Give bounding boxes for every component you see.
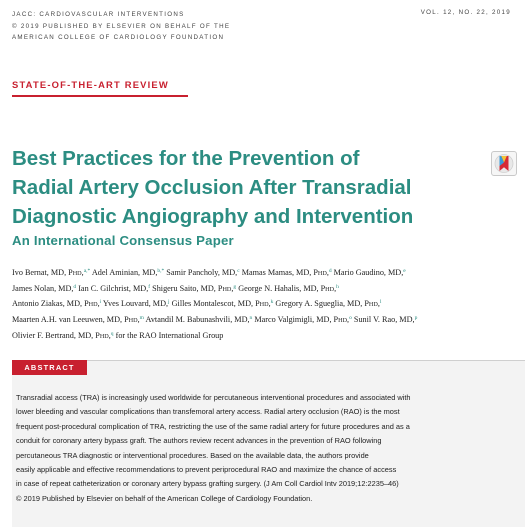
author-text: Sunil V. Rao, MD,	[351, 315, 415, 325]
author-line	[12, 313, 520, 329]
author-line	[12, 266, 520, 282]
author-text: Antonio Ziakas, MD, P	[12, 299, 89, 309]
author-text: ,	[347, 315, 350, 325]
author-text: Mamas Mamas, MD, P	[239, 268, 318, 277]
affiliation-marker[interactable]: l	[379, 299, 382, 306]
degree-small-caps: HD	[99, 332, 109, 340]
abstract-line: Transradial access (TRA) is increasingly used worldwide for percutaneous interventional procedures and associated with	[16, 393, 411, 402]
author-text: ,	[231, 283, 234, 293]
abstract-body	[16, 391, 521, 506]
author-text: Maarten A.H. van Leeuwen, MD, P	[12, 315, 129, 325]
degree-small-caps: HD	[317, 270, 327, 277]
author-text: Samir Pancholy, MD,	[164, 268, 238, 277]
author-text: Ivo Bernat, MD, P	[12, 268, 73, 277]
journal-header	[12, 9, 230, 44]
affiliation-marker[interactable]: n	[249, 315, 253, 322]
author-text: Ian C. Gilchrist, MD,	[76, 283, 149, 293]
check-for-updates-button[interactable]	[491, 151, 517, 176]
affiliation-marker[interactable]: j	[168, 299, 170, 306]
abstract-line: © 2019 Published by Elsevier on behalf of the American College of Cardiology Foundation.	[16, 493, 313, 503]
journal-name: JACC: CARDIOVASCULAR INTERVENTIONS	[12, 11, 185, 18]
degree-small-caps: HD	[325, 285, 335, 293]
affiliation-marker[interactable]: d	[328, 268, 332, 274]
author-text: Shigeru Saito, MD, P	[150, 283, 223, 293]
author-text: Mario Gaudino, MD,	[331, 268, 404, 277]
publisher-line-1: © 2019 PUBLISHED BY ELSEVIER ON BEHALF OF THE	[12, 22, 231, 30]
affiliation-marker[interactable]: a,*	[83, 268, 91, 274]
affiliation-marker[interactable]: e	[403, 268, 406, 274]
degree-small-caps: HD	[88, 301, 98, 309]
degree-small-caps: HD	[338, 317, 348, 325]
author-text: ,	[81, 268, 84, 277]
affiliation-marker[interactable]: q	[110, 330, 114, 337]
affiliation-marker[interactable]: b,*	[157, 268, 165, 274]
affiliation-marker[interactable]: p	[414, 315, 418, 322]
affiliation-marker[interactable]: f	[148, 283, 151, 290]
abstract-line: in case of repeat catheterization or coronary artery bypass grafting surgery. (J Am Coll Cardiol Intv 2019;12:2235–46)	[16, 479, 399, 489]
abstract-line: easily applicable and effective recommendations to prevent periprocedural RAO and maximize the chance of access	[16, 465, 397, 475]
author-text: ,	[334, 283, 337, 293]
publisher-line-2: AMERICAN COLLEGE OF CARDIOLOGY FOUNDATION	[12, 34, 225, 41]
affiliation-marker[interactable]: k	[270, 299, 274, 306]
author-text: George N. Hahalis, MD, P	[236, 283, 326, 293]
title-line: Radial Artery Occlusion After Transradial	[12, 176, 412, 199]
affiliation-marker[interactable]: o	[349, 315, 352, 322]
affiliation-marker[interactable]: i	[99, 299, 102, 306]
title-line: Diagnostic Angiography and Intervention	[12, 205, 414, 228]
author-text: ,	[137, 315, 140, 325]
crossmark-bookmark-icon	[492, 152, 516, 175]
author-text: ,	[377, 299, 380, 309]
section-label: STATE-OF-THE-ART REVIEW	[12, 79, 169, 90]
abstract-label: ABSTRACT	[12, 360, 87, 375]
author-text: Marco Valgimigli, MD, P	[252, 315, 339, 325]
degree-small-caps: HD	[368, 301, 378, 309]
author-line	[12, 297, 520, 313]
degree-small-caps: HD	[222, 285, 232, 293]
author-text: ,	[97, 299, 100, 309]
degree-small-caps: HD	[128, 317, 138, 325]
title-line: Best Practices for the Prevention of	[12, 147, 360, 170]
article-title	[12, 144, 482, 231]
author-line	[12, 329, 520, 345]
author-text: Avtandil M. Babunashvili, MD,	[143, 315, 250, 325]
author-text: Adel Aminian, MD,	[90, 268, 158, 277]
author-text: Yves Louvard, MD,	[101, 299, 169, 309]
degree-small-caps: HD	[72, 270, 82, 277]
author-text: ,	[326, 268, 329, 277]
author-list	[12, 266, 520, 345]
abstract-line: lower bleeding and vascular complications than transfemoral artery access. Radial artery occlusion (RAO) is the most	[16, 407, 400, 417]
affiliation-marker[interactable]: c	[237, 268, 240, 274]
affiliation-marker[interactable]: d	[73, 283, 77, 290]
affiliation-marker[interactable]: g	[233, 283, 237, 290]
affiliation-marker[interactable]: m	[139, 315, 144, 322]
affiliation-marker[interactable]: h	[336, 283, 339, 290]
author-text: Gilles Montalescot, MD, P	[169, 299, 260, 309]
article-subtitle: An International Consensus Paper	[12, 233, 234, 248]
author-line	[12, 282, 520, 298]
author-text: James Nolan, MD,	[12, 283, 74, 293]
abstract-line: percutaneous TRA diagnostic or interventional procedures. Based on the available data, the authors provide	[16, 450, 369, 460]
author-text: for the RAO International Group	[113, 330, 224, 340]
author-text: Olivier F. Bertrand, MD, P	[12, 330, 100, 340]
degree-small-caps: HD	[259, 301, 269, 309]
abstract-line: frequent post-procedural complication of TRA, restricting the use of the same radial artery for future procedures and as a	[16, 421, 410, 431]
author-text: ,	[108, 330, 111, 340]
section-divider	[12, 95, 188, 97]
volume-info: VOL. 12, NO. 22, 2019	[420, 9, 511, 16]
abstract-line: conduit for coronary artery bypass graft. The authors review recent advances in the prevention of RAO following	[16, 436, 382, 446]
author-text: ,	[268, 299, 271, 309]
author-text: Gregory A. Sgueglia, MD, P	[273, 299, 369, 309]
